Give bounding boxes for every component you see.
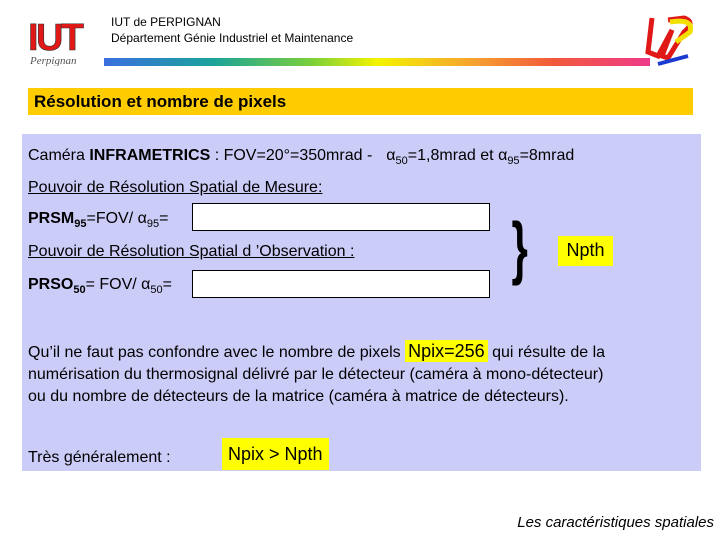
paragraph: Qu’il ne faut pas confondre avec le nombre de pixels Npix=256 qui résulte de la numérisation du thermosignal délivré par le détecteur (caméra à mono-détecteur) ou du nombre de détecteurs de la matrice (caméra à matrice de détecteurs). <box>28 341 606 405</box>
svg-text:IUT: IUT <box>28 17 84 59</box>
up-logo <box>644 12 702 70</box>
footer: Les caractéristiques spatiales <box>517 514 714 531</box>
svg-text:Perpignan: Perpignan <box>30 55 77 66</box>
prsm-answer-box[interactable] <box>192 203 490 231</box>
camera-line: Caméra INFRAMETRICS : FOV=20°=350mrad - $\alpha_{50}=1,8mrad$ et $\alpha_{95}=8mrad$ <box>28 147 575 168</box>
npth-label: Npth <box>558 236 613 266</box>
prsm-formula: $PRSM_{95}=FOV/$ $\alpha_{95}=$ <box>28 210 169 231</box>
general-label: Très généralement : <box>28 449 171 466</box>
prso-answer-box[interactable] <box>192 270 490 298</box>
brace: } <box>511 208 528 286</box>
npix-highlight: Npix=256 <box>405 340 488 362</box>
prsm-heading: Pouvoir de Résolution Spatial de Mesure: <box>28 179 323 196</box>
header-text <box>111 14 353 46</box>
prso-formula: $PRSO_{50}= FOV/$ $\alpha_{50}=$ <box>28 276 173 297</box>
general-value: Npix > Npth <box>222 438 329 470</box>
slide-title: Résolution et nombre de pixels <box>28 88 693 115</box>
department: Département Génie Industriel et Maintenance <box>111 31 354 45</box>
rainbow-bar <box>104 58 650 66</box>
institution: IUT de PERPIGNAN <box>111 15 221 29</box>
prso-heading: Pouvoir de Résolution Spatial d ’Observation : <box>28 243 355 260</box>
iut-logo <box>26 14 88 66</box>
